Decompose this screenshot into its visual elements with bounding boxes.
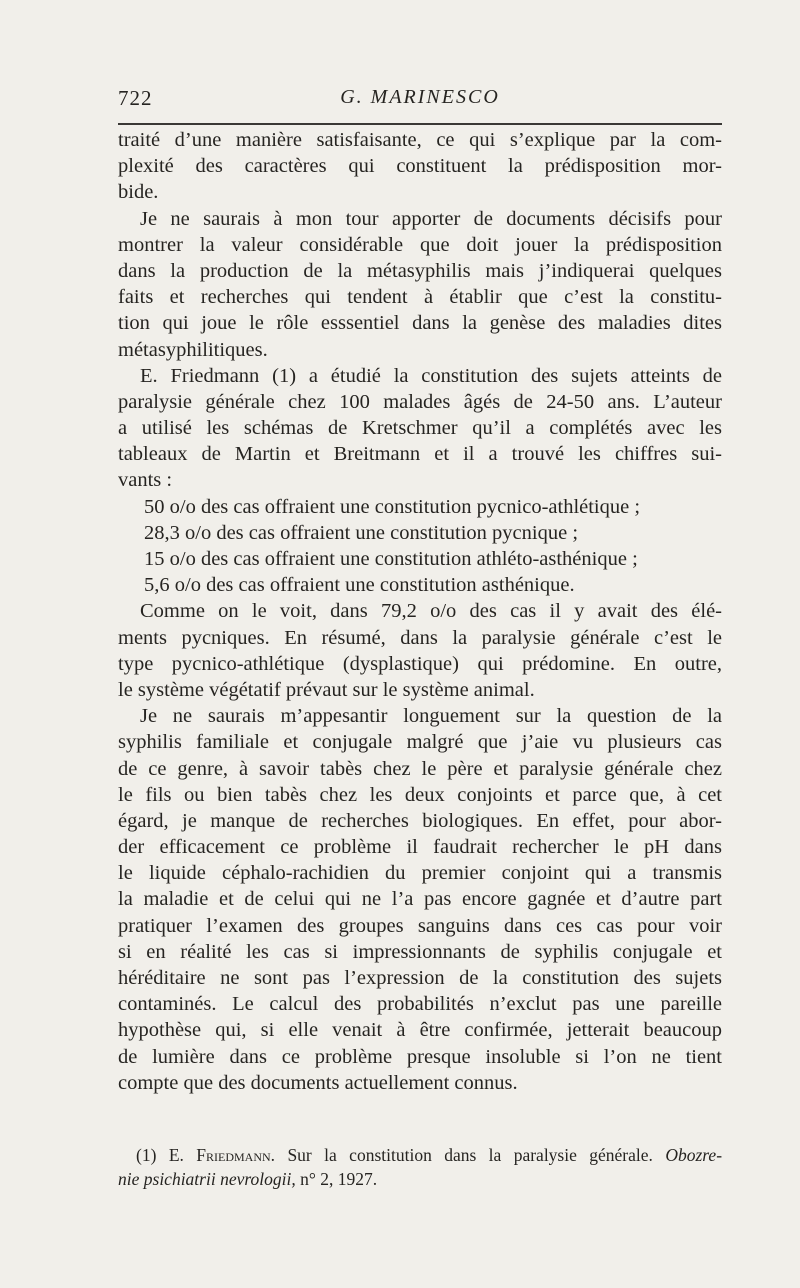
text-line: si en réalité les cas si impressionnants de syphilis conjugale et: [118, 940, 722, 963]
text-line: hypothèse qui, si elle venait à être confirmée, jetterait beaucoup: [118, 1019, 722, 1042]
text-line: Je ne saurais m’appesantir longuement sur la question de la: [140, 705, 722, 728]
text-line: E. Friedmann (1) a étudié la constitution des sujets atteints de: [140, 364, 722, 387]
text-line: le liquide céphalo-rachidien du premier conjoint qui a transmis: [118, 862, 722, 885]
text-line: la maladie et de celui qui ne l’a pas encore gagnée et d’autre part: [118, 888, 722, 911]
text-line: Comme on le voit, dans 79,2 o/o des cas il y avait des élé-: [140, 600, 722, 623]
footnote: [118, 1143, 722, 1191]
text-line: Je ne saurais à mon tour apporter de documents décisifs pour: [140, 207, 722, 230]
text-line: métasyphilitiques.: [118, 338, 268, 361]
text-line: de lumière dans ce problème presque insoluble si l’on ne tient: [118, 1045, 722, 1068]
text-line: a utilisé les schémas de Kretschmer qu’il a complétés avec les: [118, 417, 722, 440]
text-line: vants :: [118, 469, 173, 492]
page-header: [118, 86, 722, 116]
text-line: tableaux de Martin et Breitmann et il a trouvé les chiffres sui-: [118, 443, 722, 466]
text-line: de ce genre, à savoir tabès chez le père et paralysie générale chez: [118, 757, 722, 780]
text-line: ments pycniques. En résumé, dans la paralysie générale c’est le: [118, 626, 722, 649]
text-line: der efficacement ce problème il faudrait rechercher le pH dans: [118, 836, 722, 859]
footnote-line: [118, 1143, 722, 1167]
footnote-author: E. Friedmann.: [168, 1145, 276, 1165]
footnote-marker: (1): [136, 1145, 157, 1165]
text-line: égard, je manque de recherches biologiques. En effet, pour abor-: [118, 809, 722, 832]
text-line: compte que des documents actuellement connus.: [118, 1071, 518, 1094]
text-line: héréditaire ne sont pas l’expression de la constitution des sujets: [118, 967, 722, 989]
text-line: le fils ou bien tabès chez les deux conjoints et parce que, à cet: [118, 783, 722, 806]
text-line: paralysie générale chez 100 malades âgés de 24-50 ans. L’auteur: [118, 390, 722, 413]
list-item: 28,3 o/o des cas offraient une constitution pycnique ;: [144, 521, 579, 544]
list-item: 50 o/o des cas offraient une constitution pycnico-athlétique ;: [144, 495, 641, 518]
text-line: bide.: [118, 181, 159, 204]
header-rule: [118, 123, 722, 125]
text-line: le système végétatif prévaut sur le système animal.: [118, 678, 535, 701]
text-line: montrer la valeur considérable que doit jouer la prédisposition: [118, 233, 722, 256]
page-number: 722: [118, 86, 153, 110]
footnote-journal: nie psichiatrii nevrologii,: [118, 1169, 296, 1189]
body-text: [118, 127, 722, 1096]
running-title: G. MARINESCO: [340, 86, 500, 108]
text-line: syphilis familiale et conjugale malgré que j’aie vu plusieurs cas: [118, 731, 722, 754]
list-item: 15 o/o des cas offraient une constitution athléto-asthénique ;: [144, 548, 638, 570]
text-line: plexité des caractères qui constituent la prédisposition mor-: [118, 155, 722, 178]
text-line: faits et recherches qui tendent à établir que c’est la constitu-: [118, 286, 722, 309]
footnote-line: [118, 1167, 722, 1191]
text-line: type pycnico-athlétique (dysplastique) qui prédomine. En outre,: [118, 652, 722, 675]
text-line: pratiquer l’examen des groupes sanguins dans ces cas pour voir: [118, 914, 722, 937]
text-line: traité d’une manière satisfaisante, ce qui s’explique par la com-: [118, 129, 722, 151]
list-item: 5,6 o/o des cas offraient une constitution asthénique.: [144, 574, 575, 597]
footnote-issue: n° 2, 1927.: [300, 1169, 378, 1189]
footnote-title: Sur la constitution dans la paralysie générale.: [287, 1145, 653, 1165]
footnote-journal: Obozre-: [665, 1145, 723, 1165]
text-line: contaminés. Le calcul des probabilités n’exclut pas une pareille: [118, 993, 722, 1016]
text-line: dans la production de la métasyphilis mais j’indiquerai quelques: [118, 259, 722, 282]
text-line: tion qui joue le rôle esssentiel dans la genèse des maladies dites: [118, 312, 722, 335]
